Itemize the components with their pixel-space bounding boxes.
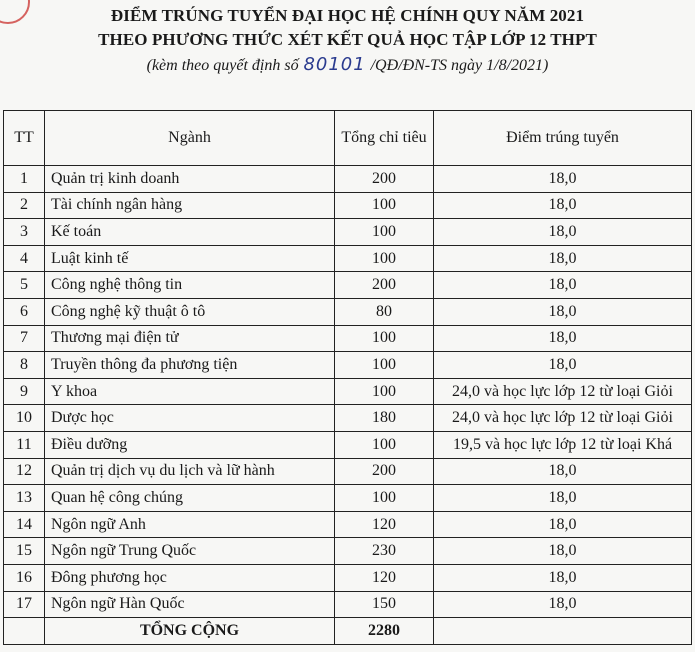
admission-score: 18,0: [434, 325, 692, 352]
row-number: 15: [4, 538, 45, 565]
decision-number: 80101: [303, 54, 366, 75]
row-number: 14: [4, 511, 45, 538]
title-line-1: ĐIỂM TRÚNG TUYỂN ĐẠI HỌC HỆ CHÍNH QUY NĂM 2021: [110, 6, 585, 25]
table-body: [4, 166, 692, 618]
major-name: Ngôn ngữ Trung Quốc: [45, 538, 335, 565]
row-number: 1: [4, 166, 45, 193]
row-number: 7: [4, 325, 45, 352]
admission-score: 24,0 và học lực lớp 12 từ loại Giỏi: [434, 405, 692, 432]
admission-score: 18,0: [434, 564, 692, 591]
major-name: Kế toán: [45, 219, 335, 246]
major-name: Tài chính ngân hàng: [45, 192, 335, 219]
table-row: [4, 298, 692, 325]
quota: 150: [335, 591, 434, 618]
row-number: 11: [4, 431, 45, 458]
quota: 100: [335, 352, 434, 379]
row-number: 13: [4, 485, 45, 512]
major-name: Truyền thông đa phương tiện: [45, 352, 335, 379]
admission-score: 19,5 và học lực lớp 12 từ loại Khá: [434, 431, 692, 458]
major-name: Công nghệ kỹ thuật ô tô: [45, 298, 335, 325]
table-row: [4, 325, 692, 352]
table-row: [4, 564, 692, 591]
column-header-major: Ngành: [45, 111, 335, 166]
major-name: Quản trị kinh doanh: [45, 166, 335, 193]
table-row: [4, 458, 692, 485]
admission-score: 18,0: [434, 272, 692, 299]
quota: 100: [335, 485, 434, 512]
quota: 200: [335, 166, 434, 193]
major-name: Công nghệ thông tin: [45, 272, 335, 299]
admission-score: 18,0: [434, 219, 692, 246]
admission-score: 18,0: [434, 485, 692, 512]
quota: 200: [335, 458, 434, 485]
admission-score: 18,0: [434, 245, 692, 272]
table-row: [4, 219, 692, 246]
decision-reference: [0, 53, 695, 78]
row-number: 3: [4, 219, 45, 246]
total-cell-empty: [4, 618, 45, 645]
row-number: 5: [4, 272, 45, 299]
quota: 200: [335, 272, 434, 299]
admission-score: 18,0: [434, 538, 692, 565]
row-number: 2: [4, 192, 45, 219]
table-row: [4, 245, 692, 272]
column-header-score: Điểm trúng tuyển: [434, 111, 692, 166]
row-number: 4: [4, 245, 45, 272]
table-row: [4, 485, 692, 512]
quota: 100: [335, 219, 434, 246]
major-name: Y khoa: [45, 378, 335, 405]
decision-prefix: (kèm theo quyết định số: [146, 57, 299, 74]
table-row: [4, 431, 692, 458]
admission-score: 18,0: [434, 458, 692, 485]
row-number: 12: [4, 458, 45, 485]
decision-suffix: /QĐ/ĐN-TS ngày 1/8/2021): [370, 57, 549, 74]
document-header: [0, 0, 695, 78]
row-number: 16: [4, 564, 45, 591]
admission-scores-table: [3, 110, 692, 645]
quota: 100: [335, 245, 434, 272]
major-name: Dược học: [45, 405, 335, 432]
table-header-row: [4, 111, 692, 166]
admission-score: 24,0 và học lực lớp 12 từ loại Giỏi: [434, 378, 692, 405]
major-name: Điều dưỡng: [45, 431, 335, 458]
table-row: [4, 192, 692, 219]
admission-score: 18,0: [434, 352, 692, 379]
quota: 80: [335, 298, 434, 325]
major-name: Đông phương học: [45, 564, 335, 591]
quota: 100: [335, 378, 434, 405]
column-header-quota: Tổng chỉ tiêu: [335, 111, 434, 166]
quota: 100: [335, 325, 434, 352]
row-number: 9: [4, 378, 45, 405]
admission-score: 18,0: [434, 166, 692, 193]
admission-score: 18,0: [434, 591, 692, 618]
quota: 230: [335, 538, 434, 565]
admission-score: 18,0: [434, 192, 692, 219]
quota: 120: [335, 564, 434, 591]
table-row: [4, 538, 692, 565]
total-value: 2280: [335, 618, 434, 645]
table-row: [4, 591, 692, 618]
table-row: [4, 378, 692, 405]
total-cell-empty-score: [434, 618, 692, 645]
major-name: Ngôn ngữ Anh: [45, 511, 335, 538]
row-number: 17: [4, 591, 45, 618]
quota: 180: [335, 405, 434, 432]
table-row: [4, 272, 692, 299]
major-name: Quan hệ công chúng: [45, 485, 335, 512]
major-name: Thương mại điện tử: [45, 325, 335, 352]
quota: 100: [335, 192, 434, 219]
table-row: [4, 511, 692, 538]
title-line-2: THEO PHƯƠNG THỨC XÉT KẾT QUẢ HỌC TẬP LỚP 12 THPT: [98, 30, 597, 49]
table-row: [4, 405, 692, 432]
major-name: Luật kinh tế: [45, 245, 335, 272]
table-row: [4, 352, 692, 379]
major-name: Quản trị dịch vụ du lịch và lữ hành: [45, 458, 335, 485]
column-header-tt: TT: [4, 111, 45, 166]
row-number: 6: [4, 298, 45, 325]
total-row: [4, 618, 692, 645]
row-number: 8: [4, 352, 45, 379]
total-label: TỔNG CỘNG: [45, 618, 335, 645]
table-row: [4, 166, 692, 193]
row-number: 10: [4, 405, 45, 432]
quota: 100: [335, 431, 434, 458]
quota: 120: [335, 511, 434, 538]
admission-score: 18,0: [434, 298, 692, 325]
major-name: Ngôn ngữ Hàn Quốc: [45, 591, 335, 618]
admission-score: 18,0: [434, 511, 692, 538]
